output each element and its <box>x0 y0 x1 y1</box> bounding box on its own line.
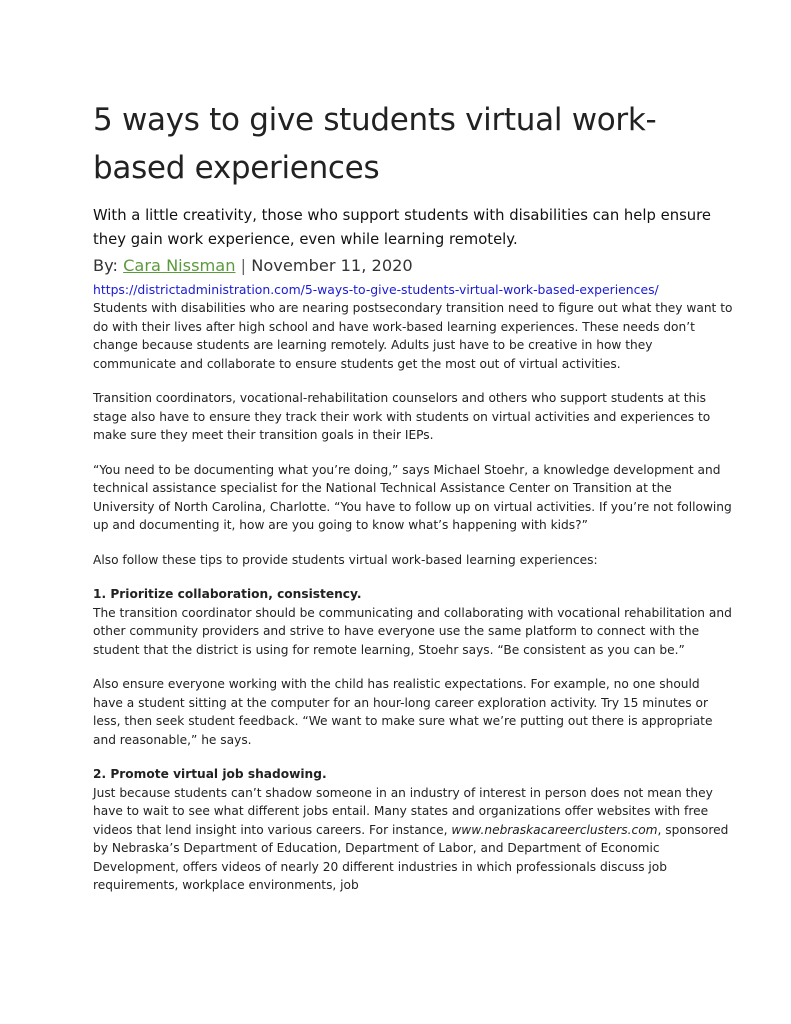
paragraph: “You need to be documenting what you’re doing,” says Michael Stoehr, a knowledge development and technical assistance specialist for the National Technical Assistance Center on Transition at the University of North Carolina, Charlotte. “You have to follow up on virtual activities. If you’re not following up and documenting it, how are you going to know what’s happening with kids?” <box>93 462 732 532</box>
paragraph-text: , sponsored by Nebraska’s Department of Education, Department of Labor, and Department of Economic Development, offers videos of nearly 20 different industries in which professionals discuss job requirements, workplace environments, job <box>93 822 729 892</box>
paragraph: Also ensure everyone working with the child has realistic expectations. For example, no one should have a student sitting at the computer for an hour-long career exploration activity. Try 15 minutes or less, then seek student feedback. “We want to make sure what we’re putting out there is appropriate and reasonable,” he says. <box>93 677 713 747</box>
paragraph-text: Just because students can’t shadow someone in an industry of interest in person does not mean they have to wait to see what different jobs entail. Many states and organizations offer websites with free videos that lend insight into various careers. For instance, <box>93 785 713 837</box>
article-url-link[interactable]: https://districtadministration.com/5-ways-to-give-students-virtual-work-based-experiences/ <box>93 282 659 297</box>
author-link[interactable]: Cara Nissman <box>123 256 236 275</box>
article <box>93 96 733 911</box>
tip-heading: 1. Prioritize collaboration, consistency. <box>93 587 362 601</box>
paragraph <box>93 784 733 895</box>
paragraph: Also follow these tips to provide students virtual work-based learning experiences: <box>93 552 598 567</box>
article-title: 5 ways to give students virtual work-based experiences <box>93 102 657 186</box>
paragraph: Transition coordinators, vocational-rehabilitation counselors and others who support students at this stage also have to ensure they track their work with students on virtual activities and experiences to make sure they meet their transition goals in their IEPs. <box>93 391 711 442</box>
site-reference: www.nebraskacareerclusters.com <box>451 822 658 837</box>
paragraph: Students with disabilities who are nearing postsecondary transition need to figure out what they want to do with their lives after high school and have work-based learning experiences. These needs don’t change because students are learning remotely. Adults just have to be creative in how they communicate and collaborate to ensure students get the most out of virtual activities. <box>93 301 733 371</box>
byline-prefix: By: <box>93 256 118 275</box>
tip-heading: 2. Promote virtual job shadowing. <box>93 767 327 781</box>
publish-date: November 11, 2020 <box>251 256 413 275</box>
byline-separator: | <box>240 256 247 275</box>
article-subtitle: With a little creativity, those who support students with disabilities can help ensure they gain work experience, even while learning remotely. <box>93 207 712 248</box>
paragraph: The transition coordinator should be communicating and collaborating with vocational rehabilitation and other community providers and strive to have everyone use the same platform to connect with the student that the district is using for remote learning, Stoehr says. “Be consistent as you can be.” <box>93 605 732 657</box>
article-body <box>93 299 733 895</box>
byline <box>93 254 733 278</box>
